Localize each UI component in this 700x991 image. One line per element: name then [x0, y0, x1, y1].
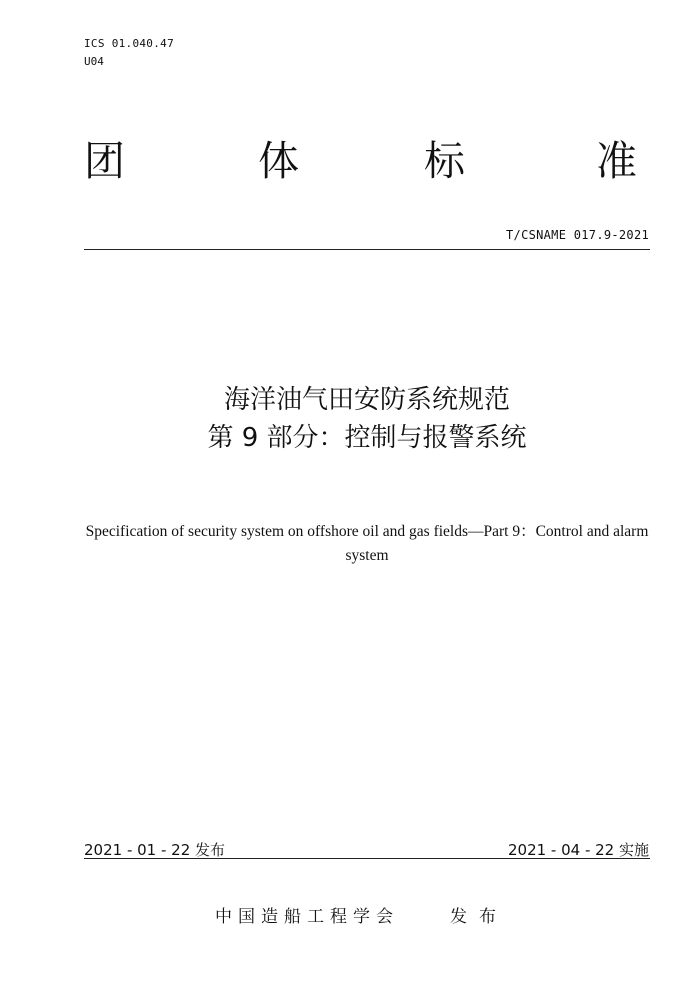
chinese-title-line-2: 第 9 部分：控制与报警系统 — [207, 423, 527, 453]
category-char-2: 体 — [258, 137, 299, 185]
standard-category-title — [84, 138, 640, 188]
top-divider — [84, 249, 650, 250]
category-char-3: 标 — [424, 137, 465, 185]
english-title: Specification of security system on offshore oil and gas fields—Part 9：Control and alarm system — [85, 523, 649, 564]
category-char-1: 团 — [84, 137, 125, 185]
ccs-code: U04 — [84, 55, 104, 68]
standard-number: T/CSNAME 017.9-2021 — [506, 228, 649, 242]
category-char-4: 准 — [596, 137, 637, 185]
chinese-title-line-1: 海洋油气田安防系统规范 — [223, 385, 510, 415]
implementation-date: 2021 - 04 - 22 实施 — [507, 841, 649, 859]
publish-date: 2021 - 01 - 22 发布 — [84, 841, 226, 859]
chinese-title — [84, 381, 650, 457]
issue-label: 发布 — [450, 907, 508, 927]
bottom-divider — [84, 858, 650, 859]
issuing-organization: 中国造船工程学会 — [215, 907, 399, 927]
ics-code: ICS 01.040.47 — [84, 37, 174, 50]
